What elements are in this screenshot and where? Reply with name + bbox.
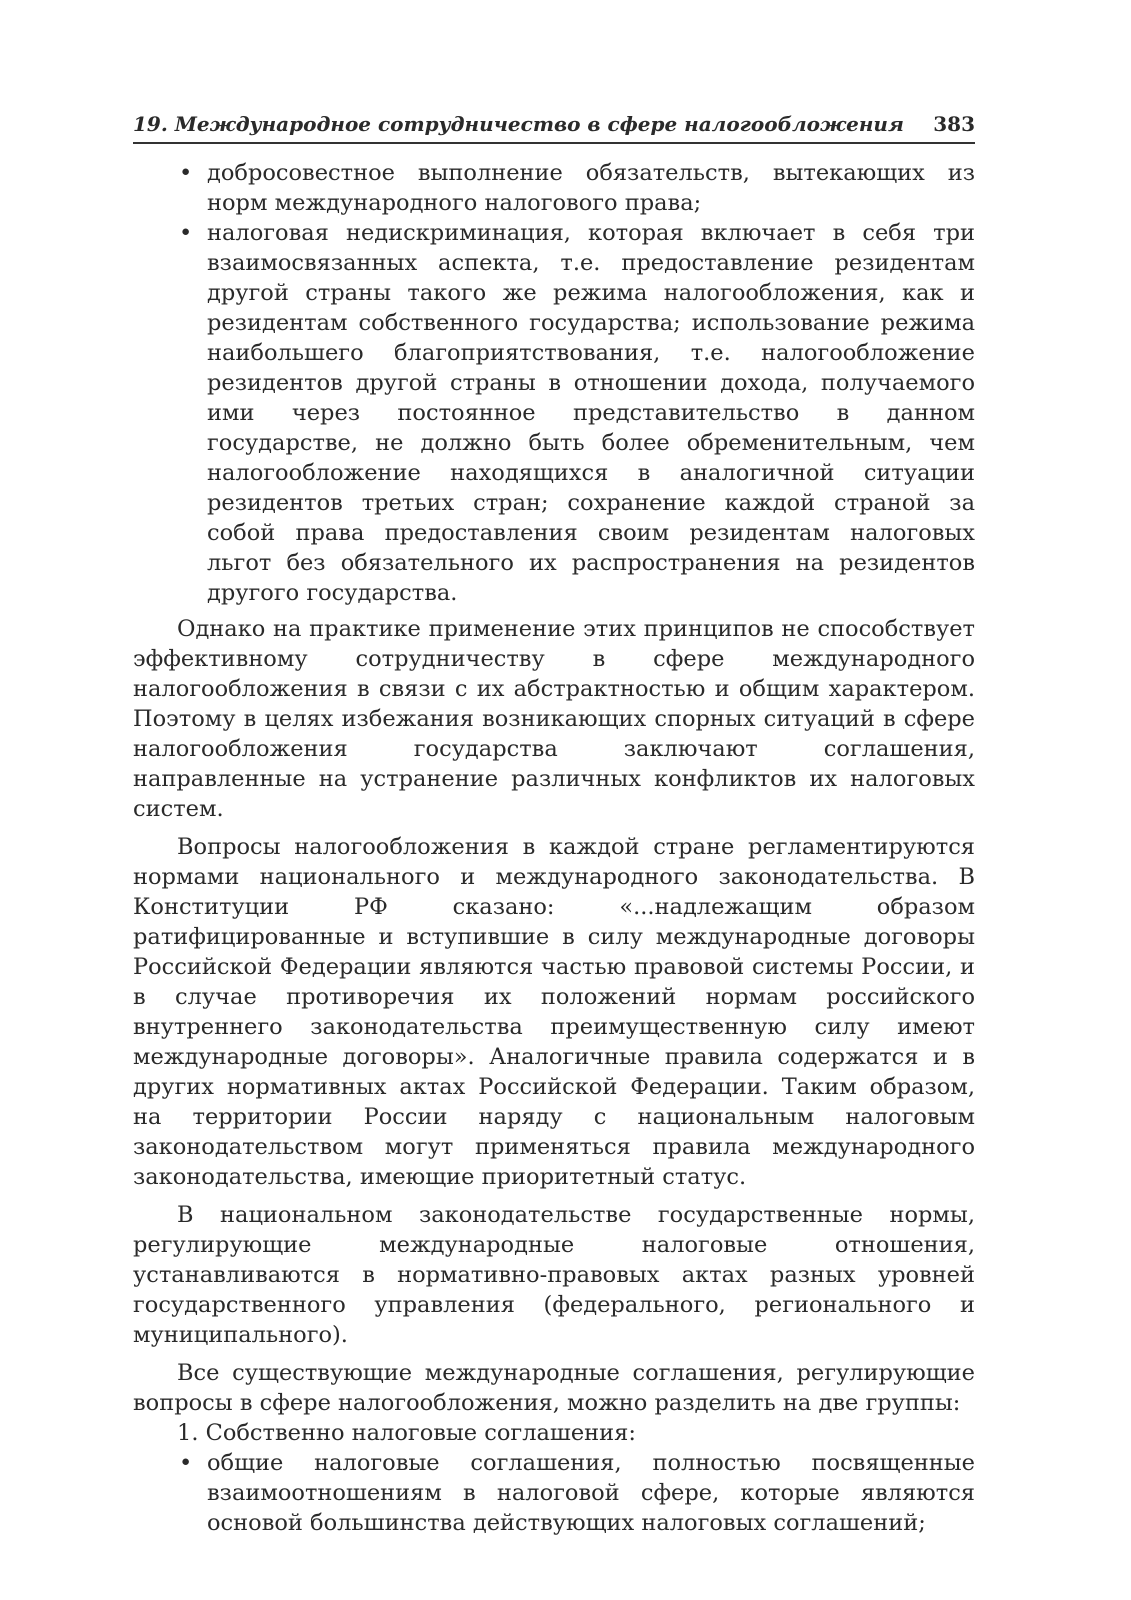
bullet-list-bottom <box>133 1448 975 1538</box>
paragraph: В национальном законодательстве государственные нормы, регулирующие международные налоговые отношения, устанавливаются в нормативно-правовых актах разных уровней государственного управления (федерального, регионального и муниципального). <box>133 1202 975 1348</box>
bullet-item: • налоговая недискриминация, которая включает в себя три взаимосвязанных аспекта, т.е. предоставление резидентам другой страны такого же режима налогообложения, как и резидентам собственного государства; использование режима наибольшего благоприятствования, т.е. налогообложение резидентов другой страны в отношении дохода, получаемого ими через постоянное представительство в данном государстве, не должно быть более обременительным, чем налогообложение находящихся в аналогичной ситуации резидентов третьих стран; сохранение каждой страной за собой права предоставления своим резидентам налоговых льгот без обязательного их распространения на резидентов другого государства. <box>207 218 975 608</box>
page-number: 383 <box>933 112 975 136</box>
bullet-list-top <box>133 158 975 608</box>
paragraph: Однако на практике применение этих принципов не способствует эффективному сотрудничеству в сфере международного налогообложения в связи с их абстрактностью и общим характером. Поэтому в целях избежания возникающих спорных ситуаций в сфере налогообложения государства заключают соглашения, направленные на устранение различных конфликтов их налоговых систем. <box>133 616 975 822</box>
paragraph: Вопросы налогообложения в каждой стране регламентируются нормами национального и международного законодательства. В Конституции РФ сказано: «...надлежащим образом ратифицированные и вступившие в силу международные договоры Российской Федерации являются частью правовой системы России, и в случае противоречия их положений нормам российского внутреннего законодательства преимущественную силу имеют международные договоры». Аналогичные правила содержатся и в других нормативных актах Российской Федерации. Таким образом, на территории России наряду с национальным налоговым законодательством могут применяться правила международного законодательства, имеющие приоритетный статус. <box>133 834 975 1190</box>
body-text <box>133 158 975 1538</box>
book-page <box>133 110 975 1544</box>
paragraph: Все существующие международные соглашения, регулирующие вопросы в сфере налогообложения, можно разделить на две группы: <box>133 1360 975 1416</box>
running-header <box>133 110 975 144</box>
bullet-item: • добросовестное выполнение обязательств, вытекающих из норм международного налогового права; <box>207 158 975 218</box>
bullet-item: • общие налоговые соглашения, полностью посвященные взаимоотношениям в налоговой сфере, которые являются основой большинства действующих налоговых соглашений; <box>207 1448 975 1538</box>
numbered-item: 1. Собственно налоговые соглашения: <box>177 1420 636 1446</box>
chapter-title: 19. Международное сотрудничество в сфере налогообложения <box>133 112 904 136</box>
